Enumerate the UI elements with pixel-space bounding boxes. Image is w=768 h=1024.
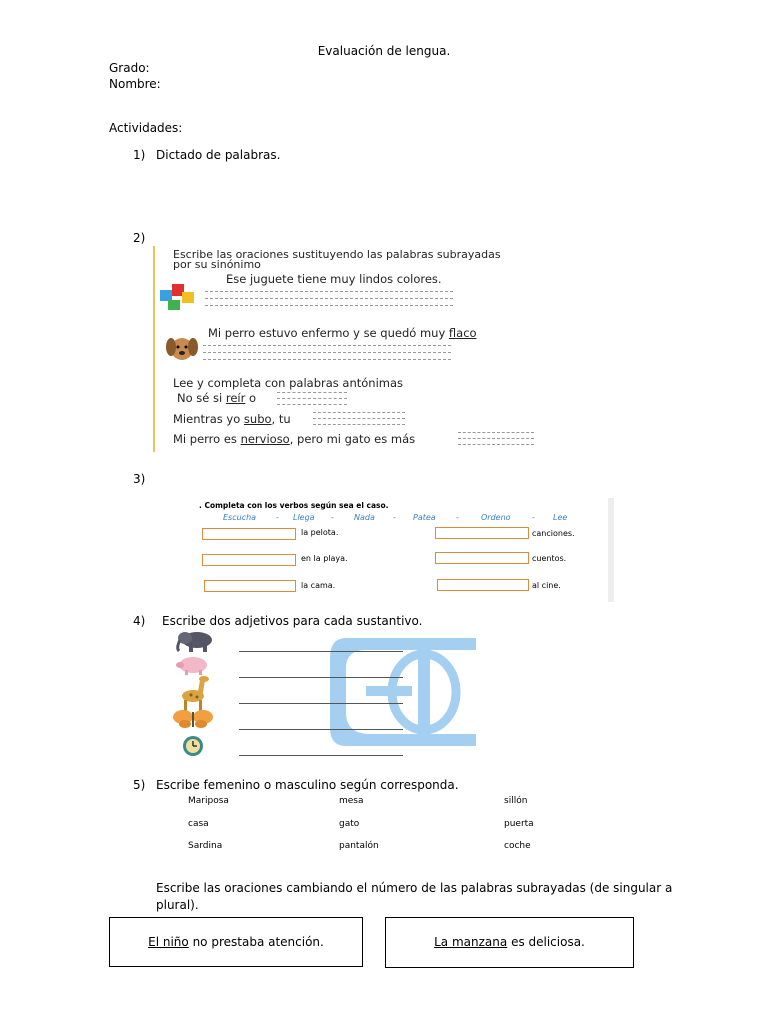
grado-label: Grado: xyxy=(109,61,150,75)
phrase-right-1: canciones. xyxy=(532,529,575,538)
activity6-text-line1: Escribe las oraciones cambiando el número de las palabras subrayadas (de singular a xyxy=(156,881,673,895)
verb-nada: Nada xyxy=(354,513,375,522)
verb-ordeno: Ordeno xyxy=(481,513,511,522)
activity2-sentence2: Mi perro estuvo enfermo y se quedó muy flaco xyxy=(208,326,477,340)
dog-icon xyxy=(163,334,201,364)
verb-sep: - xyxy=(331,513,334,522)
answer-box[interactable] xyxy=(435,552,529,564)
giraffe-icon xyxy=(177,676,213,712)
puzzle-icon xyxy=(158,280,198,312)
verbs-list xyxy=(197,513,614,525)
word-coche: coche xyxy=(504,841,531,851)
answer-box[interactable] xyxy=(202,554,296,566)
phrase-right-3: al cine. xyxy=(532,581,561,590)
antonym-sentence-3: Mi perro es nervioso, pero mi gato es más xyxy=(173,432,416,446)
phrase-left-1: la pelota. xyxy=(301,528,339,537)
verb-lee: Lee xyxy=(553,513,568,522)
phrase-right-2: cuentos. xyxy=(532,554,567,563)
activity1-text: Dictado de palabras. xyxy=(156,148,281,162)
verb-sep: - xyxy=(276,513,279,522)
answer-box[interactable] xyxy=(202,528,296,540)
verb-sep: - xyxy=(532,513,535,522)
activity2-instruction: Escribe las oraciones sustituyendo las palabras subrayadas por su sinónimo xyxy=(173,248,501,271)
verb-sep: - xyxy=(393,513,396,522)
verb-patea: Patea xyxy=(413,513,436,522)
phrase-left-2: en la playa. xyxy=(301,554,348,563)
antonym-sentence-2: Mientras yo subo, tu xyxy=(173,412,291,426)
word-mesa: mesa xyxy=(339,796,364,806)
verb-escucha: Escucha xyxy=(223,513,257,522)
underlined-phrase: La manzana xyxy=(434,935,508,949)
phrase-left-3: la cama. xyxy=(301,581,336,590)
butterfly-icon xyxy=(171,709,215,729)
word-gato: gato xyxy=(339,819,360,829)
underlined-phrase: El niño xyxy=(148,935,189,949)
activity3-number: 3) xyxy=(133,472,146,486)
word-casa: casa xyxy=(188,819,209,829)
verb-sep: - xyxy=(456,513,459,522)
sentence-box-1[interactable] xyxy=(109,917,363,967)
activity5-number: 5) xyxy=(133,778,146,792)
answer-box[interactable] xyxy=(435,527,529,539)
word-pantalon: pantalón xyxy=(339,841,379,851)
sentence-rest: no prestaba atención. xyxy=(188,935,324,949)
verb-llega: Llega xyxy=(293,513,315,522)
activity6-text-line2: plural). xyxy=(156,898,199,912)
activity2-sentence1: Ese juguete tiene muy lindos colores. xyxy=(226,272,442,286)
answer-box[interactable] xyxy=(437,579,529,591)
page-title: Evaluación de lengua. xyxy=(317,44,451,58)
word-puerta: puerta xyxy=(504,819,534,829)
pig-icon xyxy=(173,656,211,676)
activity5-text: Escribe femenino o masculino según corresponda. xyxy=(156,778,459,792)
nombre-label: Nombre: xyxy=(109,77,161,91)
elephant-icon xyxy=(173,630,217,652)
activity2-image xyxy=(153,246,536,452)
activity2-instruction2: Lee y completa con palabras antónimas xyxy=(173,376,404,390)
activity1-number: 1) xyxy=(133,148,146,162)
sentence-box-2[interactable] xyxy=(385,917,634,968)
antonym-sentence-1: No sé si reír o xyxy=(177,391,257,405)
activity4-text: Escribe dos adjetivos para cada sustantivo. xyxy=(162,614,423,628)
sentence-rest: es deliciosa. xyxy=(507,935,585,949)
activity3-image xyxy=(197,498,614,602)
word-sardina: Sardina xyxy=(188,841,223,851)
actividades-label: Actividades: xyxy=(109,121,183,135)
word-mariposa: Mariposa xyxy=(188,796,229,806)
answer-box[interactable] xyxy=(204,580,296,592)
watermark-logo xyxy=(326,628,476,756)
word-sillon: sillón xyxy=(504,796,528,806)
activity3-instruction: . Completa con los verbos según sea el caso. xyxy=(199,501,389,510)
activity4-number: 4) xyxy=(133,614,146,628)
activity2-number: 2) xyxy=(133,231,146,245)
clock-icon xyxy=(178,734,208,758)
